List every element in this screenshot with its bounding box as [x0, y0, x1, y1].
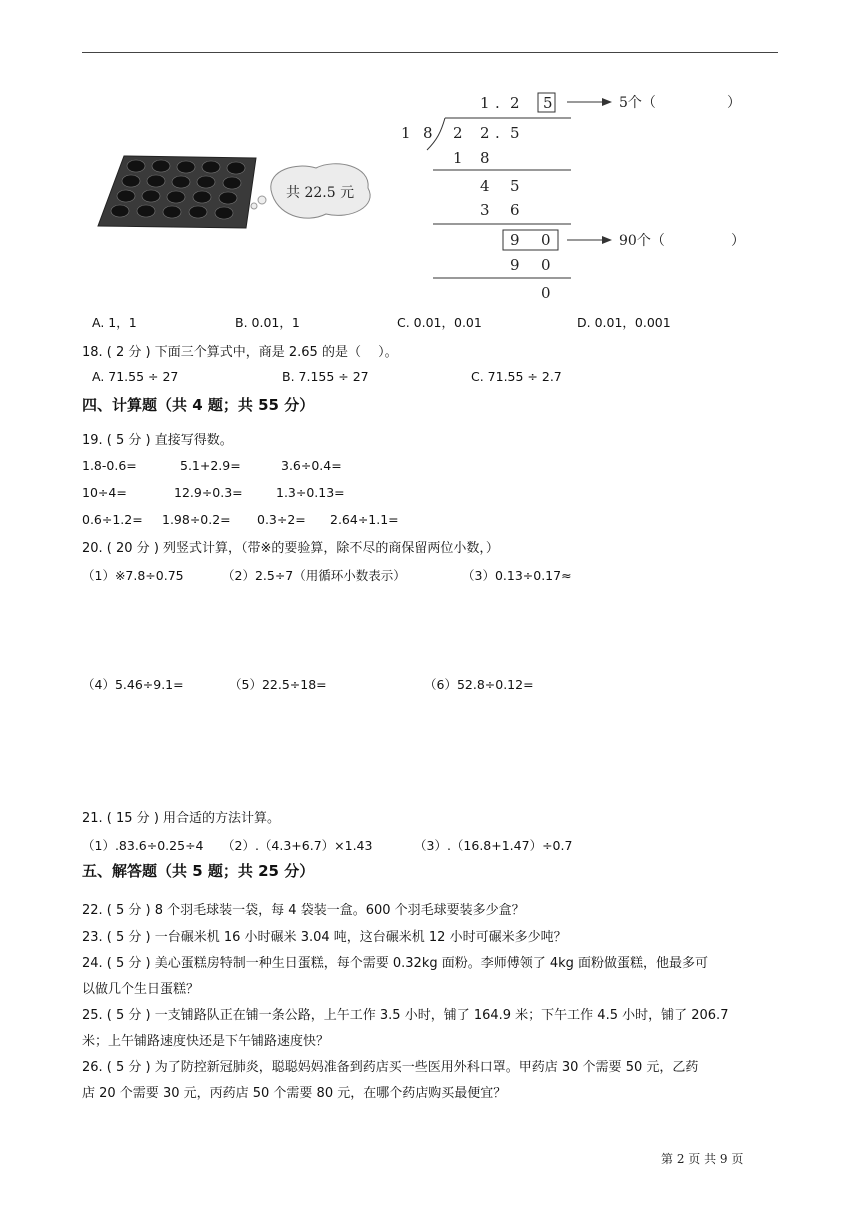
dividend-digit: . [495, 124, 500, 142]
q19-item: 12.9÷0.3= [174, 485, 243, 500]
q20-item: （6）52.8÷0.12= [424, 677, 534, 692]
step-digit: 3 [480, 201, 490, 219]
quotient-digit: 2 [510, 94, 520, 112]
q20-item: （2）2.5÷7（用循环小数表示） [222, 568, 406, 583]
quotient-digit: . [495, 94, 500, 112]
q17-option-c: C. 0.01，0.01 [397, 315, 482, 330]
q20-item: （3）0.13÷0.17≈ [462, 568, 572, 583]
label-ninety: 90个（ [619, 233, 665, 249]
label-five-close: ） [727, 95, 741, 111]
step-digit-boxed: 9 [510, 231, 520, 249]
step-digit: 0 [541, 284, 551, 302]
section-4-heading: 四、计算题（共 4 题；共 55 分） [82, 396, 315, 414]
step-digit: 1 [453, 149, 463, 167]
section-5-heading: 五、解答题（共 5 题；共 25 分） [82, 862, 315, 880]
step-digit-boxed: 0 [541, 231, 551, 249]
divisor-digit: 8 [423, 124, 433, 142]
q24-text-line1: 24. ( 5 分 ) 美心蛋糕房特制一种生日蛋糕，每个需要 0.32kg 面粉。李师傅领了 4kg 面粉做蛋糕，他最多可 [82, 956, 709, 971]
step-digit: 0 [541, 256, 551, 274]
step-digit: 4 [480, 177, 490, 195]
q19-item: 0.3÷2= [257, 512, 306, 527]
q25-text-line1: 25. ( 5 分 ) 一支铺路队正在铺一条公路，上午工作 3.5 小时，铺了 164.9 米；下午工作 4.5 小时，铺了 206.7 [82, 1008, 729, 1023]
q25-text-line2: 米；上午铺路速度快还是下午铺路速度快？ [82, 1034, 330, 1049]
q19-item: 1.98÷0.2= [162, 512, 231, 527]
q21-item: （1）.83.6÷0.25÷4 [82, 838, 204, 853]
bubble-text: 共 22.5 元 [286, 185, 355, 201]
q26-text-line2: 店 20 个需要 30 元，丙药店 50 个需要 80 元，在哪个药店购买最便宜？ [82, 1086, 507, 1101]
q21-item: （3）.（16.8+1.47）÷0.7 [414, 838, 573, 853]
q20-item: （5）22.5÷18= [229, 677, 327, 692]
long-division-figure [395, 88, 755, 308]
q19-item: 5.1+2.9= [180, 458, 241, 473]
q19-item: 3.6÷0.4= [281, 458, 342, 473]
quotient-digit: 1 [480, 94, 490, 112]
quotient-digit-boxed: 5 [543, 94, 553, 112]
step-digit: 6 [510, 201, 520, 219]
q19-stem: 19. ( 5 分 ) 直接写得数。 [82, 433, 233, 448]
dividend-digit: 2 [453, 124, 463, 142]
q19-item: 1.3÷0.13= [276, 485, 345, 500]
step-digit: 8 [480, 149, 490, 167]
label-five: 5个（ [619, 95, 656, 111]
q18-option-b: B. 7.155 ÷ 27 [282, 369, 369, 384]
egg-tray-figure [86, 148, 376, 238]
divisor-digit: 1 [401, 124, 411, 142]
dividend-digit: 2 [480, 124, 490, 142]
q19-item: 2.64÷1.1= [330, 512, 399, 527]
q20-item: （4）5.46÷9.1= [82, 677, 184, 692]
q19-item: 0.6÷1.2= [82, 512, 143, 527]
q26-text-line1: 26. ( 5 分 ) 为了防控新冠肺炎，聪聪妈妈准备到药店买一些医用外科口罩。甲药店 30 个需要 50 元，乙药 [82, 1060, 699, 1075]
q19-item: 1.8-0.6= [82, 458, 137, 473]
q17-option-d: D. 0.01，0.001 [577, 315, 671, 330]
q20-stem: 20. ( 20 分 ) 列竖式计算，（带※的要验算，除不尽的商保留两位小数，） [82, 541, 499, 556]
q22-text: 22. ( 5 分 ) 8 个羽毛球装一袋，每 4 袋装一盒。600 个羽毛球要装多少盒？ [82, 903, 525, 918]
q19-item: 10÷4= [82, 485, 127, 500]
q21-stem: 21. ( 15 分 ) 用合适的方法计算。 [82, 811, 281, 826]
q20-item: （1）※7.8÷0.75 [82, 568, 184, 583]
header-rule [82, 52, 778, 53]
dividend-digit: 5 [510, 124, 520, 142]
q18-option-a: A. 71.55 ÷ 27 [92, 369, 179, 384]
q18-option-c: C. 71.55 ÷ 2.7 [471, 369, 562, 384]
q17-option-b: B. 0.01，1 [235, 315, 300, 330]
q18-stem: 18. ( 2 分 ) 下面三个算式中，商是 2.65 的是（ ）。 [82, 345, 398, 360]
step-digit: 5 [510, 177, 520, 195]
page-footer: 第 2 页 共 9 页 [661, 1152, 744, 1166]
step-digit: 9 [510, 256, 520, 274]
q17-option-a: A. 1，1 [92, 315, 137, 330]
q24-text-line2: 以做几个生日蛋糕？ [82, 982, 200, 997]
label-ninety-close: ） [731, 233, 745, 249]
q23-text: 23. ( 5 分 ) 一台碾米机 16 小时碾米 3.04 吨，这台碾米机 12 小时可碾米多少吨？ [82, 930, 567, 945]
q21-item: （2）.（4.3+6.7）×1.43 [222, 838, 373, 853]
